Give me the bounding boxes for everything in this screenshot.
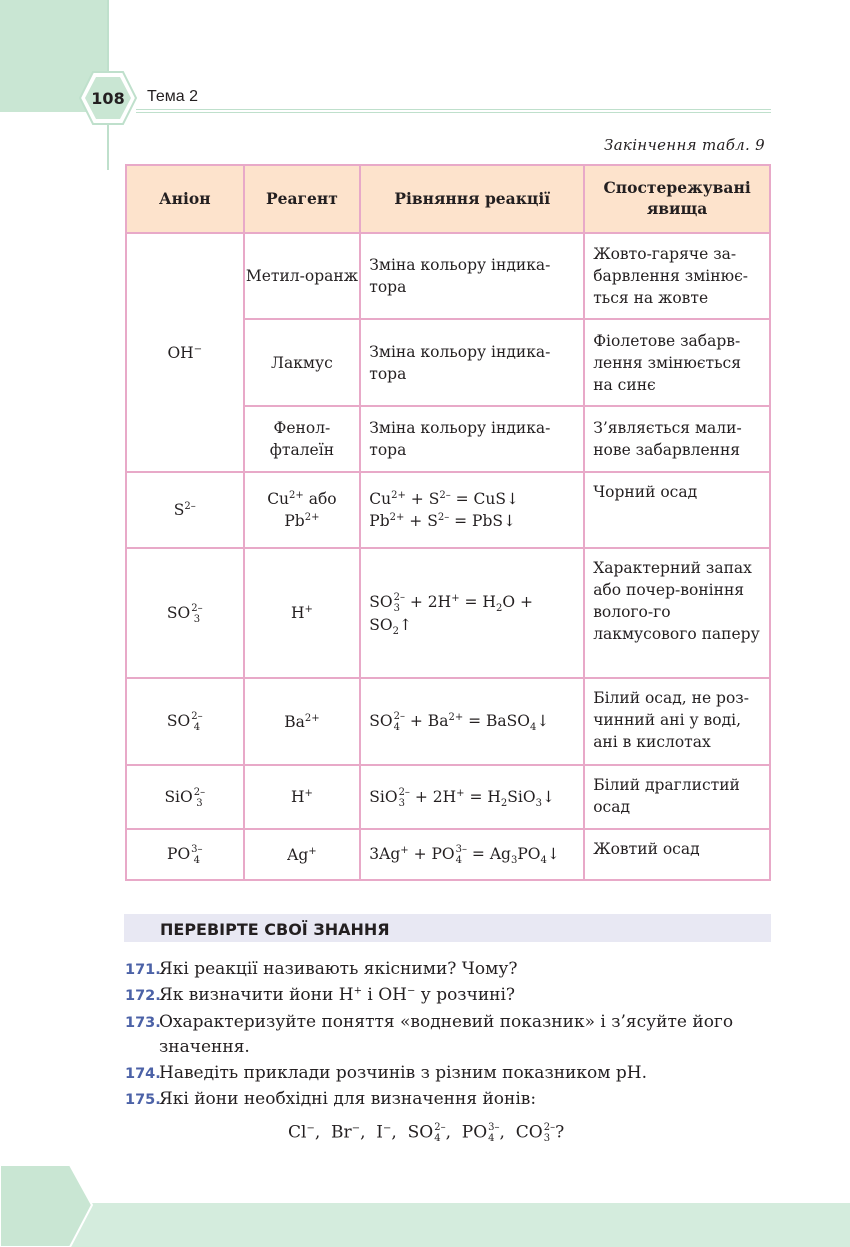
equation-cell: SiO 2– 3 + $2H^+ = H_2SiO_3↓$ [360,765,584,829]
reagent-cell: $Ba^{2+}$ [244,678,361,765]
table-header-row [126,165,770,233]
topic-label: Тема 2 [147,88,199,105]
table-row [126,548,770,678]
reagent-cell: H+ [244,548,361,678]
col-header: Реагент [244,165,361,233]
question-item: 171.Які реакції називають якісними? Чому? [125,959,518,979]
col-header: Спостережувані явища [584,165,770,233]
table-row [126,829,770,880]
table-row [126,678,770,765]
col-header: Рівняння реакції [360,165,584,233]
anion-cell: SiO 2– 3 [126,765,244,829]
reagent-cell: Фенол-фталеїн [244,406,361,472]
equation-cell: $Cu^{2+} + S^{2-}$ = CuS↓ $Pb^{2+} + S^{2-}$ = PbS↓ [360,472,584,548]
observation-cell: Характерний запах або почер-воніння волого-го лакмусового паперу [584,548,770,678]
reagent-cell: Метил-оранж [244,233,361,319]
equation-cell: SO 2– 3 + $2H^+ = H_2O$ + $SO_2↑$ [360,548,584,678]
anion-cell: SO 2– 3 [126,548,244,678]
header-rule [136,112,771,113]
page-number: 108 [91,88,125,108]
col-header: Аніон [126,165,244,233]
question-item: 175.Які йони необхідні для визначення йонів: [125,1089,537,1109]
reactions-table [125,164,771,881]
equation-cell: SO 2– 4 + $Ba^{2+}$ = BaSO$_4$↓ [360,678,584,765]
observation-cell: З’являється мали-нове забарвлення [584,406,770,472]
table-row [126,765,770,829]
question-item: 174.Наведіть приклади розчинів з різним показником pH. [125,1063,647,1083]
footer-band [0,1203,850,1247]
reagent-cell: $Cu^{2+}$ або $Pb^{2+}$ [244,472,361,548]
equation-cell: Зміна кольору індика-тора [360,233,584,319]
observation-cell: Фіолетове забарв-лення змінюється на синє [584,319,770,406]
observation-cell: Чорний осад [584,472,770,548]
observation-cell: Жовтий осад [584,829,770,880]
equation-cell: Зміна кольору індика-тора [360,406,584,472]
anion-cell: PO 3– 4 [126,829,244,880]
question-item: 172.Як визначити йони H+ і OH− у розчині? [125,985,516,1005]
anion-cell: OH− [126,233,244,472]
observation-cell: Білий драглистий осад [584,765,770,829]
section-title: ПЕРЕВІРТЕ СВОЇ ЗНАННЯ [160,920,390,939]
equation-cell: 3Ag+ + PO 3– 4 = $Ag_3PO_4↓$ [360,829,584,880]
observation-cell: Білий осад, не роз-чинний ані у воді, ані в кислотах [584,678,770,765]
ions-list: Cl−, Br−, I−, SO 2– 4 , PO 3– 4 , CO 2– 3 ? [288,1122,565,1144]
equation-cell: Зміна кольору індика-тора [360,319,584,406]
reagent-cell: Ag+ [244,829,361,880]
table-row [126,472,770,548]
reagent-cell: H+ [244,765,361,829]
observation-cell: Жовто-гаряче за-барвлення змінює-ться на жовте [584,233,770,319]
footer-tab [0,1160,95,1247]
question-item: 173.Охарактеризуйте поняття «водневий показник» і з’ясуйте його значення. [125,1012,734,1057]
reagent-cell: Лакмус [244,319,361,406]
table-row [126,233,770,319]
table-caption: Закінчення табл. 9 [604,136,765,154]
anion-cell: SO 2– 4 [126,678,244,765]
anion-cell: $S^{2-}$ [126,472,244,548]
header-rule [136,109,771,110]
